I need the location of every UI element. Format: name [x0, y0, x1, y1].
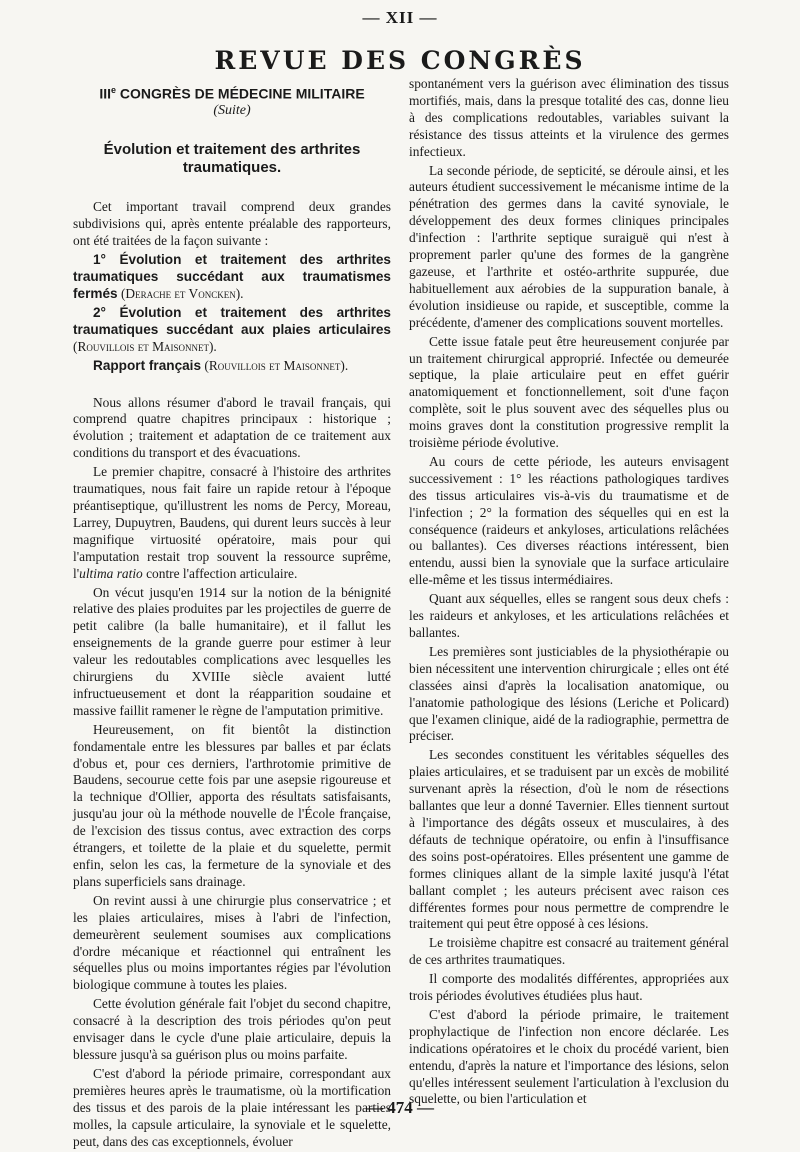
list-item-1-authors: (Derache et Voncken).	[117, 286, 244, 301]
list-item-3-authors: (Rouvillois et Maisonnet).	[201, 357, 349, 373]
paragraph-italic: ultima ratio	[79, 565, 143, 581]
paragraph-text: contre l'affection articulaire.	[142, 565, 298, 581]
congress-title	[73, 82, 391, 103]
running-header-page-number: — XII —	[362, 8, 438, 27]
congress-title-ordinal: III	[99, 85, 111, 102]
list-item-1-heading: 1° Évolution et traitement des arthrites traumatiques succédant aux traumatismes fermés	[73, 252, 391, 301]
article-title: Évolution et traitement des arthrites traumatiques.	[103, 141, 361, 177]
list-item-3	[73, 358, 391, 375]
paragraph: On revint aussi à une chirurgie plus conservatrice ; et les plaies articulaires, mises à l'abri de l'infection, demeurèrent seulement soumises aux complications d'ordre mécanique et réactionnel qui entraînent les séquelles plus ou moins importantes régies par l'évolution biologique commune à toutes les plaies.	[73, 892, 391, 993]
paragraph: Cette évolution générale fait l'objet du second chapitre, consacré à la description des trois périodes qu'on peut envisager dans le cycle d'une plaie articulaire, depuis la blessure jusqu'à sa guérison plus ou moins parfaite.	[73, 996, 391, 1062]
paragraph: C'est d'abord la période primaire, correspondant aux premières heures après le traumatisme, où la mortification des tissus et des parois de la plaie intéressant les parties molles, la capsule articulaire, la synoviale et le squelette, peut, dans des cas exceptionnels, évoluer	[73, 1065, 391, 1149]
paragraph: Il comporte des modalités différentes, appropriées aux trois périodes évolutives étudiées plus haut.	[409, 971, 729, 1004]
page-number: — 474 —	[366, 1098, 434, 1117]
spacer	[73, 377, 391, 395]
intro-paragraph: Cet important travail comprend deux grandes subdivisions qui, après entente préalable des rapporteurs, ont été traitées de la façon suivante :	[73, 199, 391, 249]
congress-subtitle: (Suite)	[213, 102, 251, 118]
left-column	[73, 78, 391, 1152]
list-item-2-heading: 2° Évolution et traitement des arthrites traumatiques succédant aux plaies articulaires	[73, 304, 391, 337]
section-title: REVUE DES CONGRÈS	[214, 46, 586, 75]
list-item-1	[73, 252, 391, 303]
paragraph: La seconde période, de septicité, se déroule ainsi, et les auteurs étudient successivement le mécanisme intime de la pénétration des germes dans la cavité synoviale, le développement des deux formes cliniques principales d'infection : l'arthrite septique suraiguë qui n'est à proprement parler qu'une des formes de la gangrène gazeuse, et l'arthrite et ostéo-arthrite suppurée, due habituellement aux aérobies de la suppuration banale, à évolution insidieuse ou rapide, et susceptible, comme la précédente, d'amener des complications souvent mortelles.	[409, 162, 729, 330]
paragraph: Cette issue fatale peut être heureusement conjurée par un traitement chirurgical approprié. Infectée ou demeurée septique, la plaie articulaire peut en effet guérir anatomiquement et fonctionnellement, soit d'une façon complète, soit le plus souvent avec des séquelles plus ou moins graves dont la constitution progressive remplit la troisième période évolutive.	[409, 333, 729, 451]
paragraph: Nous allons résumer d'abord le travail français, qui comprend quatre chapitres principaux : historique ; évolution ; traitement et adaptation de ce traitement aux conditions du transport et des évacuations.	[73, 394, 391, 461]
right-column	[409, 76, 729, 1110]
paragraph: On vécut jusqu'en 1914 sur la notion de la bénignité relative des plaies produites par les projectiles de guerre de petit calibre (la balle humanitaire), et il fallut les enseignements de la grande guerre pour estimer à leur valeur les redoutables complications avec lesquelles les chirurgiens du XVIIIe siècle avaient lutté infructueusement et dont la réapparition soudaine et massive faillit ramener le règne de l'amputation primitive.	[73, 584, 391, 718]
congress-title-text: CONGRÈS DE MÉDECINE MILITAIRE	[116, 85, 365, 102]
paragraph: C'est d'abord la période primaire, le traitement prophylactique de l'infection non encore déclarée. Les indications opératoires et le choix du procédé varient, bien entendu, d'après la nature et l'importance des lésions, selon qu'elles intéressent seulement l'articulation à l'exclusion du squelette, ou bien l'articulation et	[409, 1006, 729, 1107]
paragraph: Quant aux séquelles, elles se rangent sous deux chefs : les raideurs et ankyloses, et les articulations relâchées et ballantes.	[409, 591, 729, 640]
paragraph: Au cours de cette période, les auteurs envisagent successivement : 1° les réactions pathologiques tardives des tissus articulaires vis-à-vis du traumatisme et de l'infection ; 2° la formation des séquelles qui en est la conséquence (raideurs et ankyloses, articulations relâchées ou ballantes). Ces diverses réactions intéressent, bien entendu, aussi bien la synoviale que la surface articulaire elle-même et les tissus intermédiaires.	[409, 453, 729, 588]
congress-title-sup: e	[111, 85, 117, 95]
paragraph: Le troisième chapitre est consacré au traitement général de ces arthrites traumatiques.	[409, 935, 729, 968]
paragraph-text: Le premier chapitre, consacré à l'histoire des arthrites traumatiques, nous fait faire un rapide retour à l'époque préantiseptique, qu'illustrent les noms de Percy, Moreau, Larrey, Dupuytren, Baudens, qui durent leurs succès à leur magnifique virtuosité opératoire, mais pour qui l'amputation restait trop souvent la ressource suprême, l'	[73, 464, 391, 581]
paragraph: Heureusement, on fit bientôt la distinction fondamentale entre les blessures par balles et par éclats d'obus et, pour ces derniers, l'arthrotomie primitive de Baudens, secourue cette fois par une asepsie rigoureuse et la technique d'Ollier, apporta des résultats satisfaisants, jusqu'au jour où la méthode nouvelle de l'École française, de l'excision des tissus contus, avec extraction des corps étrangers, et toilette de la plaie et du squelette, permit enfin, selon les cas, la fermeture de la synoviale et des plans superficiels sans drainage.	[73, 721, 391, 889]
paragraph-continued: spontanément vers la guérison avec élimination des tissus mortifiés, mais, dans la presque totalité des cas, donne lieu à des complications redoutables, variables suivant la résistance des tissus atteints et la virulence des germes infectieux.	[409, 76, 729, 159]
list-item-2-authors: (Rouvillois et Maisonnet).	[73, 338, 217, 354]
list-item-2	[73, 305, 391, 356]
paragraph: Les secondes constituent les véritables séquelles des plaies articulaires, et se traduisent par un excès de mobilité survenant après la résection, d'où le nom de résections ballantes que leur a donné Tavernier. Elles tiennent surtout à l'importance des dégâts osseux et musculaires, à des défauts de technique opératoire, ou enfin à l'insuffisance des soins post-opératoires. Elles présentent une gamme de formes cliniques allant de la simple laxité jusqu'à l'état ballant complet ; les auteurs précisent avec raison ces différentes formes pour nous permettre de comprendre le traitement qui peut être opposé à ces lésions.	[409, 747, 729, 932]
paragraph	[73, 464, 391, 582]
paragraph: Les premières sont justiciables de la physiothérapie ou bien nécessitent une intervention chirurgicale ; elles ont été classées ainsi d'après la localisation anatomique, ou l'anatomie pathologique des lésions (Leriche et Policard) que l'examen clinique, aidé de la radiographie, permettra de préciser.	[409, 643, 729, 744]
list-item-3-heading: Rapport français	[93, 357, 202, 373]
